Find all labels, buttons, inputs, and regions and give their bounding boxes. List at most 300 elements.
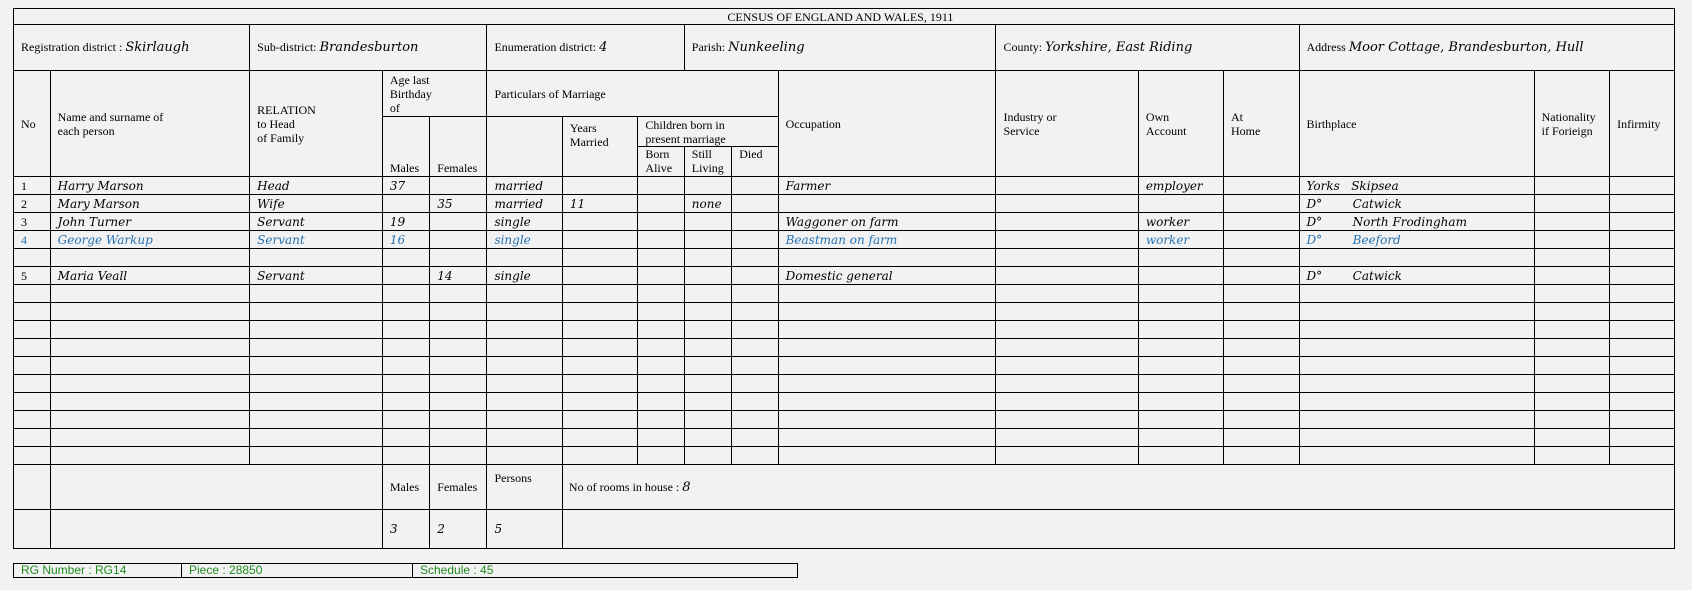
blank-cell: [638, 357, 684, 375]
blank-cell: [50, 375, 250, 393]
person-relation: Servant: [250, 267, 383, 285]
person-marriage: single: [487, 267, 562, 285]
blank-cell: [562, 429, 637, 447]
person-still-living: [684, 231, 731, 249]
person-years-married: [562, 213, 637, 231]
blank-cell: [487, 447, 562, 465]
blank-cell: [250, 285, 383, 303]
blank-cell: [250, 375, 383, 393]
blank-cell: [1610, 375, 1675, 393]
person-years-married: [562, 249, 637, 267]
blank-cell: [50, 339, 250, 357]
person-marriage: single: [487, 231, 562, 249]
blank-cell: [1299, 411, 1534, 429]
blank-cell: [778, 429, 996, 447]
blank-cell: [732, 339, 778, 357]
blank-cell: [430, 285, 487, 303]
table-row: [14, 213, 1676, 231]
county: County: Yorkshire, East Riding: [996, 25, 1299, 71]
person-born-alive: [638, 267, 684, 285]
blank-cell: [732, 447, 778, 465]
blank-row: [14, 303, 1676, 321]
person-name: Mary Marson: [50, 195, 250, 213]
blank-cell: [1534, 285, 1609, 303]
blank-cell: [430, 321, 487, 339]
blank-cell: [732, 411, 778, 429]
blank-cell: [562, 321, 637, 339]
blank-cell: [996, 393, 1138, 411]
blank-cell: [684, 411, 731, 429]
blank-row: [14, 447, 1676, 465]
person-industry: [996, 213, 1138, 231]
blank-cell: [732, 357, 778, 375]
blank-cell: [562, 411, 637, 429]
person-born-alive: [638, 213, 684, 231]
blank-cell: [430, 429, 487, 447]
totals-males: 3: [382, 510, 429, 549]
blank-row: [14, 321, 1676, 339]
header-name: Name and surname of each person: [50, 71, 250, 177]
registration-district: Registration district : Skirlaugh: [14, 25, 250, 71]
blank-cell: [1138, 447, 1223, 465]
totals-females-label: Females: [430, 465, 487, 510]
blank-cell: [1224, 303, 1299, 321]
person-years-married: 11: [562, 195, 637, 213]
table-row: [14, 231, 1676, 249]
blank-cell: [778, 303, 996, 321]
blank-cell: [14, 429, 51, 447]
person-name: George Warkup: [50, 231, 250, 249]
blank-cell: [996, 411, 1138, 429]
blank-cell: [778, 393, 996, 411]
blank-cell: [487, 411, 562, 429]
blank-cell: [1224, 339, 1299, 357]
blank-cell: [1138, 321, 1223, 339]
blank-cell: [382, 393, 429, 411]
blank-cell: [1224, 393, 1299, 411]
person-born-alive: [638, 231, 684, 249]
blank-cell: [684, 321, 731, 339]
blank-cell: [14, 375, 51, 393]
blank-cell: [430, 375, 487, 393]
blank-cell: [1534, 393, 1609, 411]
blank-row: [14, 357, 1676, 375]
person-name: [50, 249, 250, 267]
blank-cell: [487, 393, 562, 411]
totals-persons: 5: [487, 510, 562, 549]
blank-cell: [50, 429, 250, 447]
blank-cell: [638, 321, 684, 339]
person-years-married: [562, 267, 637, 285]
blank-cell: [382, 375, 429, 393]
person-birthplace: D° Beeford: [1299, 231, 1534, 249]
person-died: [732, 213, 778, 231]
blank-cell: [430, 357, 487, 375]
blank-cell: [430, 447, 487, 465]
blank-cell: [996, 429, 1138, 447]
person-infirmity: [1610, 231, 1675, 249]
blank-cell: [50, 447, 250, 465]
totals-blank: [14, 510, 51, 549]
person-industry: [996, 267, 1138, 285]
person-infirmity: [1610, 213, 1675, 231]
blank-cell: [430, 303, 487, 321]
blank-cell: [1138, 393, 1223, 411]
blank-cell: [382, 357, 429, 375]
blank-cell: [50, 411, 250, 429]
person-age-female: [430, 249, 487, 267]
blank-cell: [487, 339, 562, 357]
person-age-male: 19: [382, 213, 429, 231]
blank-cell: [1224, 321, 1299, 339]
footer-bar: [13, 563, 798, 578]
person-birthplace: D° Catwick: [1299, 195, 1534, 213]
blank-cell: [1299, 321, 1534, 339]
blank-cell: [14, 447, 51, 465]
blank-cell: [382, 303, 429, 321]
blank-cell: [638, 447, 684, 465]
person-died: [732, 249, 778, 267]
blank-cell: [778, 357, 996, 375]
blank-cell: [14, 321, 51, 339]
blank-cell: [638, 303, 684, 321]
blank-cell: [1534, 321, 1609, 339]
person-at-home: [1224, 177, 1299, 195]
person-age-female: [430, 231, 487, 249]
blank-cell: [996, 303, 1138, 321]
blank-cell: [50, 357, 250, 375]
header-marriage: Particulars of Marriage: [487, 71, 778, 117]
person-occupation: [778, 195, 996, 213]
person-marriage: [487, 249, 562, 267]
blank-row: [14, 429, 1676, 447]
blank-row: [14, 393, 1676, 411]
header-males: Males: [382, 117, 429, 177]
blank-cell: [638, 393, 684, 411]
table-row: [14, 195, 1676, 213]
header-children: Children born in present marriage: [638, 117, 778, 147]
blank-cell: [1610, 429, 1675, 447]
person-industry: [996, 195, 1138, 213]
header-relation: RELATION to Head of Family: [250, 71, 383, 177]
blank-cell: [1224, 285, 1299, 303]
blank-cell: [562, 393, 637, 411]
blank-cell: [250, 447, 383, 465]
person-born-alive: [638, 195, 684, 213]
blank-cell: [1610, 357, 1675, 375]
person-died: [732, 231, 778, 249]
person-infirmity: [1610, 195, 1675, 213]
blank-cell: [1534, 375, 1609, 393]
blank-cell: [1299, 303, 1534, 321]
person-at-home: [1224, 213, 1299, 231]
person-age-male: 16: [382, 231, 429, 249]
person-age-male: [382, 249, 429, 267]
header-females: Females: [430, 117, 487, 177]
header-birthplace: Birthplace: [1299, 71, 1534, 177]
blank-cell: [1610, 411, 1675, 429]
person-nationality: [1534, 267, 1609, 285]
table-row: [14, 267, 1676, 285]
header-infirmity: Infirmity: [1610, 71, 1675, 177]
person-occupation: Beastman on farm: [778, 231, 996, 249]
blank-cell: [996, 339, 1138, 357]
person-no: 2: [14, 195, 51, 213]
blank-cell: [1534, 339, 1609, 357]
blank-cell: [684, 375, 731, 393]
blank-row: [14, 339, 1676, 357]
blank-cell: [638, 429, 684, 447]
blank-cell: [1138, 375, 1223, 393]
person-infirmity: [1610, 177, 1675, 195]
header-own-account: Own Account: [1138, 71, 1223, 177]
person-born-alive: [638, 177, 684, 195]
blank-cell: [250, 303, 383, 321]
blank-cell: [1138, 429, 1223, 447]
person-marriage: married: [487, 177, 562, 195]
blank-cell: [638, 285, 684, 303]
blank-cell: [250, 411, 383, 429]
person-own-account: worker: [1138, 231, 1223, 249]
blank-row: [14, 375, 1676, 393]
header-occupation: Occupation: [778, 71, 996, 177]
blank-cell: [1610, 339, 1675, 357]
blank-cell: [778, 321, 996, 339]
person-nationality: [1534, 177, 1609, 195]
blank-cell: [487, 285, 562, 303]
blank-cell: [996, 357, 1138, 375]
blank-cell: [1224, 375, 1299, 393]
blank-cell: [778, 339, 996, 357]
totals-row-1: [14, 465, 1676, 510]
blank-cell: [250, 429, 383, 447]
blank-cell: [684, 447, 731, 465]
person-birthplace: Yorks Skipsea: [1299, 177, 1534, 195]
rooms-count: No of rooms in house : 8: [562, 465, 1674, 510]
person-years-married: [562, 231, 637, 249]
blank-cell: [1299, 375, 1534, 393]
person-at-home: [1224, 195, 1299, 213]
blank-cell: [382, 321, 429, 339]
address: Address Moor Cottage, Brandesburton, Hull: [1299, 25, 1674, 71]
census-form: [13, 8, 1676, 549]
person-age-female: 35: [430, 195, 487, 213]
person-age-male: [382, 195, 429, 213]
blank-cell: [1534, 303, 1609, 321]
person-rows: [14, 177, 1676, 465]
person-own-account: [1138, 267, 1223, 285]
blank-cell: [1610, 285, 1675, 303]
blank-cell: [382, 429, 429, 447]
blank-cell: [684, 339, 731, 357]
blank-cell: [14, 303, 51, 321]
blank-cell: [1138, 411, 1223, 429]
blank-cell: [250, 321, 383, 339]
blank-cell: [1224, 429, 1299, 447]
person-birthplace: D° Catwick: [1299, 267, 1534, 285]
person-industry: [996, 231, 1138, 249]
blank-cell: [14, 357, 51, 375]
totals-blank: [50, 510, 382, 549]
header-born-alive: Born Alive: [638, 147, 684, 177]
blank-cell: [1534, 429, 1609, 447]
person-still-living: [684, 249, 731, 267]
blank-cell: [14, 285, 51, 303]
sub-district: Sub-district: Brandesburton: [250, 25, 487, 71]
person-no: [14, 249, 51, 267]
blank-cell: [778, 375, 996, 393]
blank-cell: [996, 447, 1138, 465]
blank-cell: [562, 285, 637, 303]
blank-cell: [1299, 339, 1534, 357]
blank-cell: [250, 393, 383, 411]
blank-cell: [50, 393, 250, 411]
person-nationality: [1534, 195, 1609, 213]
blank-cell: [1299, 357, 1534, 375]
header-still-living: Still Living: [684, 147, 731, 177]
person-marriage: single: [487, 213, 562, 231]
header-years-married: Years Married: [562, 117, 637, 177]
person-age-female: [430, 177, 487, 195]
person-died: [732, 177, 778, 195]
blank-cell: [1224, 357, 1299, 375]
blank-cell: [382, 339, 429, 357]
blank-cell: [1224, 411, 1299, 429]
blank-cell: [638, 339, 684, 357]
person-no: 5: [14, 267, 51, 285]
person-still-living: [684, 177, 731, 195]
blank-cell: [50, 321, 250, 339]
blank-cell: [487, 321, 562, 339]
blank-cell: [250, 339, 383, 357]
person-relation: Servant: [250, 231, 383, 249]
person-at-home: [1224, 267, 1299, 285]
blank-cell: [382, 447, 429, 465]
person-relation: Servant: [250, 213, 383, 231]
person-occupation: Domestic general: [778, 267, 996, 285]
blank-cell: [562, 339, 637, 357]
blank-cell: [562, 375, 637, 393]
blank-cell: [1610, 447, 1675, 465]
person-age-female: 14: [430, 267, 487, 285]
header-at-home: At Home: [1224, 71, 1299, 177]
blank-cell: [1299, 285, 1534, 303]
address-row: [14, 25, 1676, 71]
person-still-living: [684, 267, 731, 285]
blank-cell: [778, 411, 996, 429]
blank-cell: [1138, 357, 1223, 375]
blank-cell: [1299, 429, 1534, 447]
blank-cell: [732, 375, 778, 393]
totals-blank: [14, 465, 51, 510]
blank-cell: [638, 375, 684, 393]
blank-cell: [732, 303, 778, 321]
header-age: Age last Birthday of: [382, 71, 487, 117]
person-own-account: employer: [1138, 177, 1223, 195]
person-occupation: Farmer: [778, 177, 996, 195]
blank-cell: [684, 357, 731, 375]
totals-males-label: Males: [382, 465, 429, 510]
person-marriage: married: [487, 195, 562, 213]
person-occupation: Waggoner on farm: [778, 213, 996, 231]
person-at-home: [1224, 231, 1299, 249]
person-infirmity: [1610, 267, 1675, 285]
person-nationality: [1534, 249, 1609, 267]
person-industry: [996, 177, 1138, 195]
header-row-1: [14, 71, 1676, 117]
census-title: CENSUS OF ENGLAND AND WALES, 1911: [14, 9, 1675, 25]
blank-cell: [1299, 447, 1534, 465]
blank-cell: [1299, 393, 1534, 411]
blank-cell: [778, 447, 996, 465]
blank-cell: [430, 411, 487, 429]
person-no: 1: [14, 177, 51, 195]
totals-row-2: [14, 510, 1676, 549]
blank-cell: [14, 339, 51, 357]
blank-cell: [1138, 339, 1223, 357]
enumeration-district: Enumeration district: 4: [487, 25, 684, 71]
blank-cell: [1610, 321, 1675, 339]
blank-cell: [1224, 447, 1299, 465]
blank-cell: [684, 303, 731, 321]
blank-cell: [562, 357, 637, 375]
blank-cell: [684, 429, 731, 447]
blank-cell: [562, 303, 637, 321]
blank-cell: [487, 303, 562, 321]
blank-cell: [250, 357, 383, 375]
piece-number: Piece : 28850: [182, 564, 413, 578]
blank-cell: [50, 285, 250, 303]
blank-cell: [562, 447, 637, 465]
blank-cell: [684, 285, 731, 303]
person-still-living: none: [684, 195, 731, 213]
schedule-number: Schedule : 45: [413, 564, 798, 578]
blank-cell: [684, 393, 731, 411]
blank-cell: [1138, 285, 1223, 303]
table-row: [14, 177, 1676, 195]
header-no: No: [14, 71, 51, 177]
blank-cell: [487, 375, 562, 393]
person-still-living: [684, 213, 731, 231]
totals-females: 2: [430, 510, 487, 549]
blank-cell: [382, 285, 429, 303]
totals-blank: [50, 465, 382, 510]
person-nationality: [1534, 231, 1609, 249]
person-died: [732, 195, 778, 213]
person-industry: [996, 249, 1138, 267]
person-infirmity: [1610, 249, 1675, 267]
blank-cell: [14, 393, 51, 411]
blank-cell: [487, 429, 562, 447]
rg-number: RG Number : RG14: [14, 564, 182, 578]
person-age-female: [430, 213, 487, 231]
person-no: 4: [14, 231, 51, 249]
blank-row: [14, 285, 1676, 303]
person-own-account: worker: [1138, 213, 1223, 231]
person-at-home: [1224, 249, 1299, 267]
person-relation: [250, 249, 383, 267]
blank-cell: [996, 285, 1138, 303]
blank-row: [14, 411, 1676, 429]
header-nationality: Nationality if Forieign: [1534, 71, 1609, 177]
person-name: Maria Veall: [50, 267, 250, 285]
person-age-male: [382, 267, 429, 285]
blank-cell: [996, 321, 1138, 339]
blank-cell: [1534, 357, 1609, 375]
person-name: John Turner: [50, 213, 250, 231]
header-died: Died: [732, 147, 778, 177]
blank-cell: [382, 411, 429, 429]
